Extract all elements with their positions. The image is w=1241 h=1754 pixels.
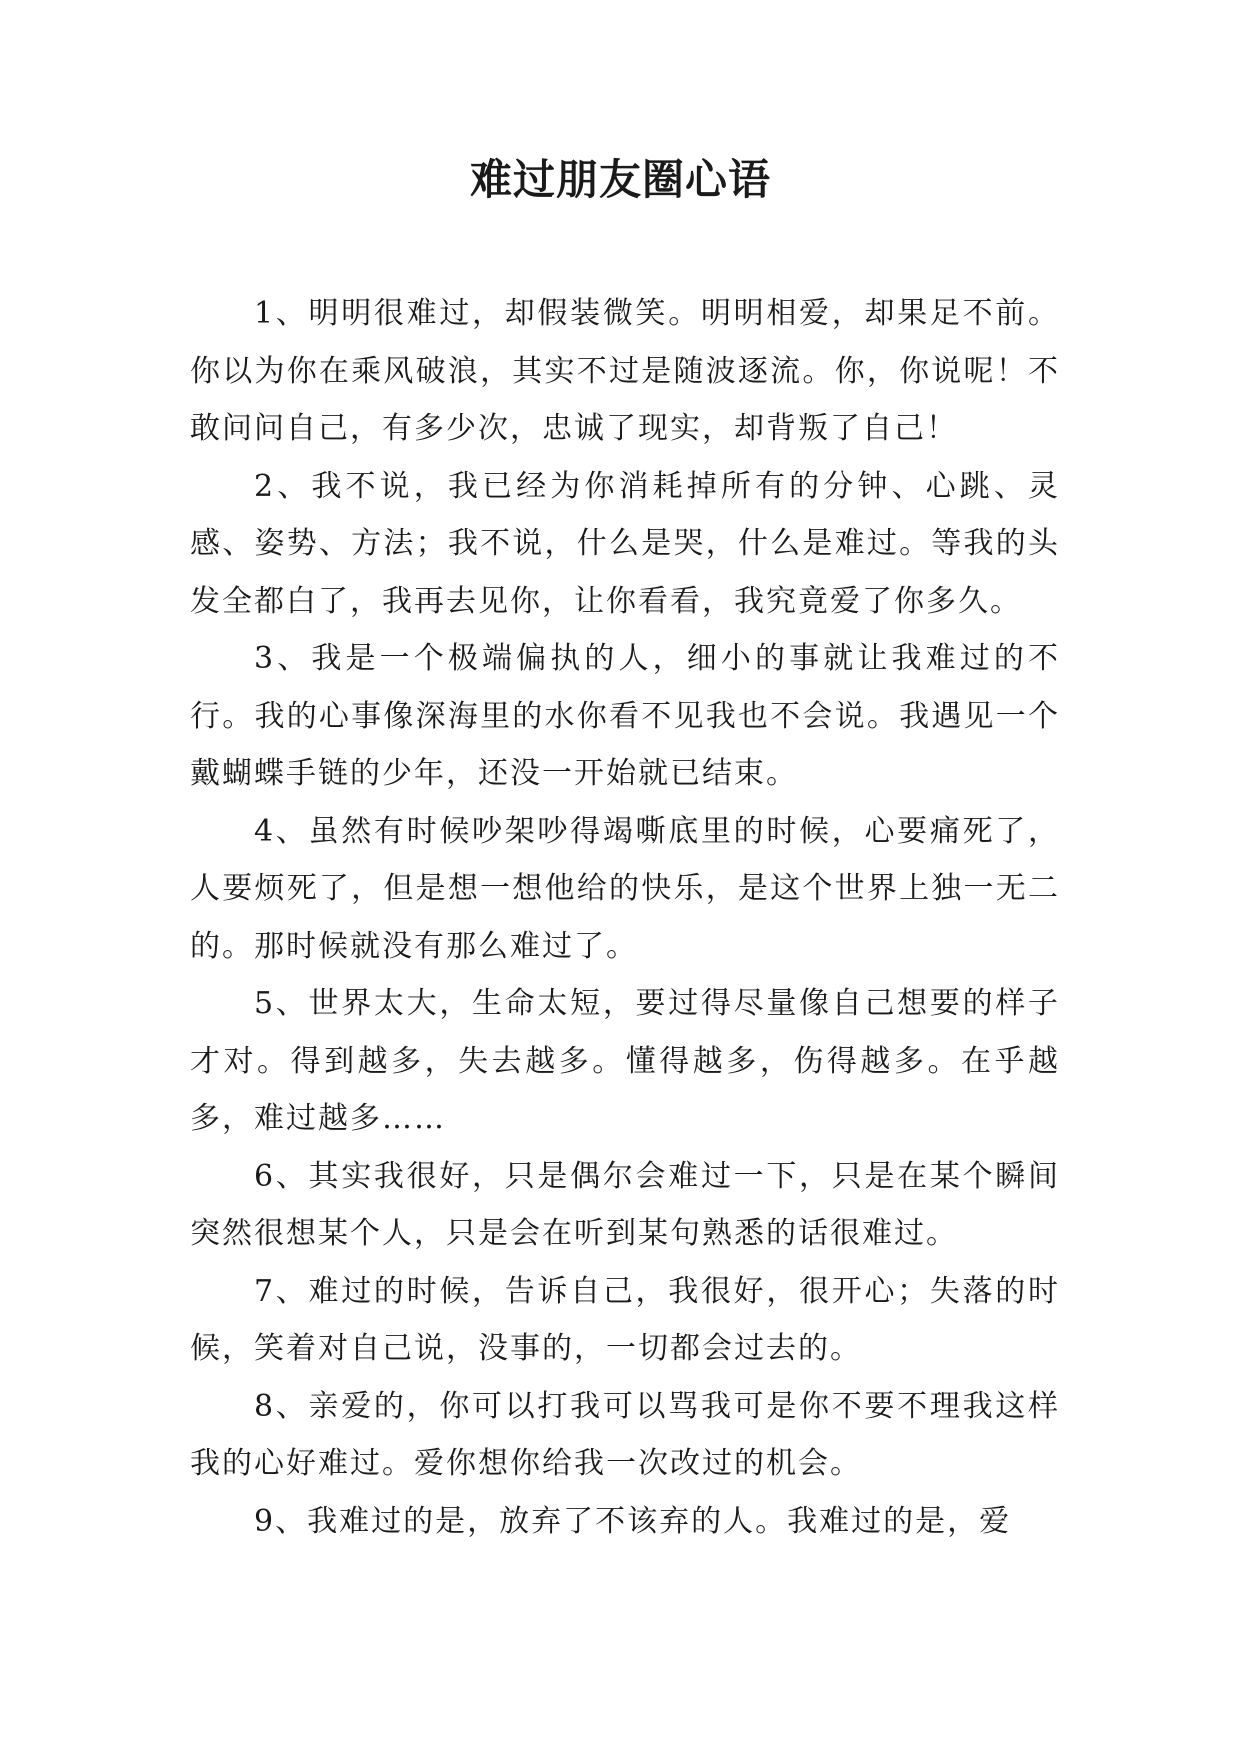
paragraph-4: 4、虽然有时候吵架吵得竭嘶底里的时候，心要痛死了，人要烦死了，但是想一想他给的快乐，是这个世界上独一无二的。那时候就没有那么难过了。 [190,813,1060,964]
paragraph-5: 5、世界太大，生命太短，要过得尽量像自己想要的样子才对。得到越多，失去越多。懂得越多，伤得越多。在乎越多，难过越多…… [190,986,1060,1136]
paragraph-9: 9、我难过的是，放弃了不该弃的人。我难过的是，爱 [254,1503,1012,1539]
paragraph-8: 8、亲爱的，你可以打我可以骂我可是你不要不理我这样我的心好难过。爱你想你给我一次改过的机会。 [190,1388,1060,1481]
paragraph-3: 3、我是一个极端偏执的人，细小的事就让我难过的不行。我的心事像深海里的水你看不见我也不会说。我遇见一个戴蝴蝶手链的少年，还没一开始就已结束。 [190,641,1060,791]
paragraph-1: 1、明明很难过，却假装微笑。明明相爱，却果足不前。你以为你在乘风破浪，其实不过是随波逐流。你，你说呢！不敢问问自己，有多少次，忠诚了现实，却背叛了自己！ [190,296,1060,446]
paragraph-6: 6、其实我很好，只是偶尔会难过一下，只是在某个瞬间突然很想某个人，只是会在听到某句熟悉的话很难过。 [190,1158,1060,1251]
paragraph-2: 2、我不说，我已经为你消耗掉所有的分钟、心跳、灵感、姿势、方法；我不说，什么是哭，什么是难过。等我的头发全都白了，我再去见你，让你看看，我究竟爱了你多久。 [190,468,1060,619]
paragraph-7: 7、难过的时候，告诉自己，我很好，很开心；失落的时候，笑着对自己说，没事的，一切都会过去的。 [190,1273,1060,1366]
document-body [190,285,1060,1550]
document-title: 难过朋友圈心语 [469,155,771,204]
